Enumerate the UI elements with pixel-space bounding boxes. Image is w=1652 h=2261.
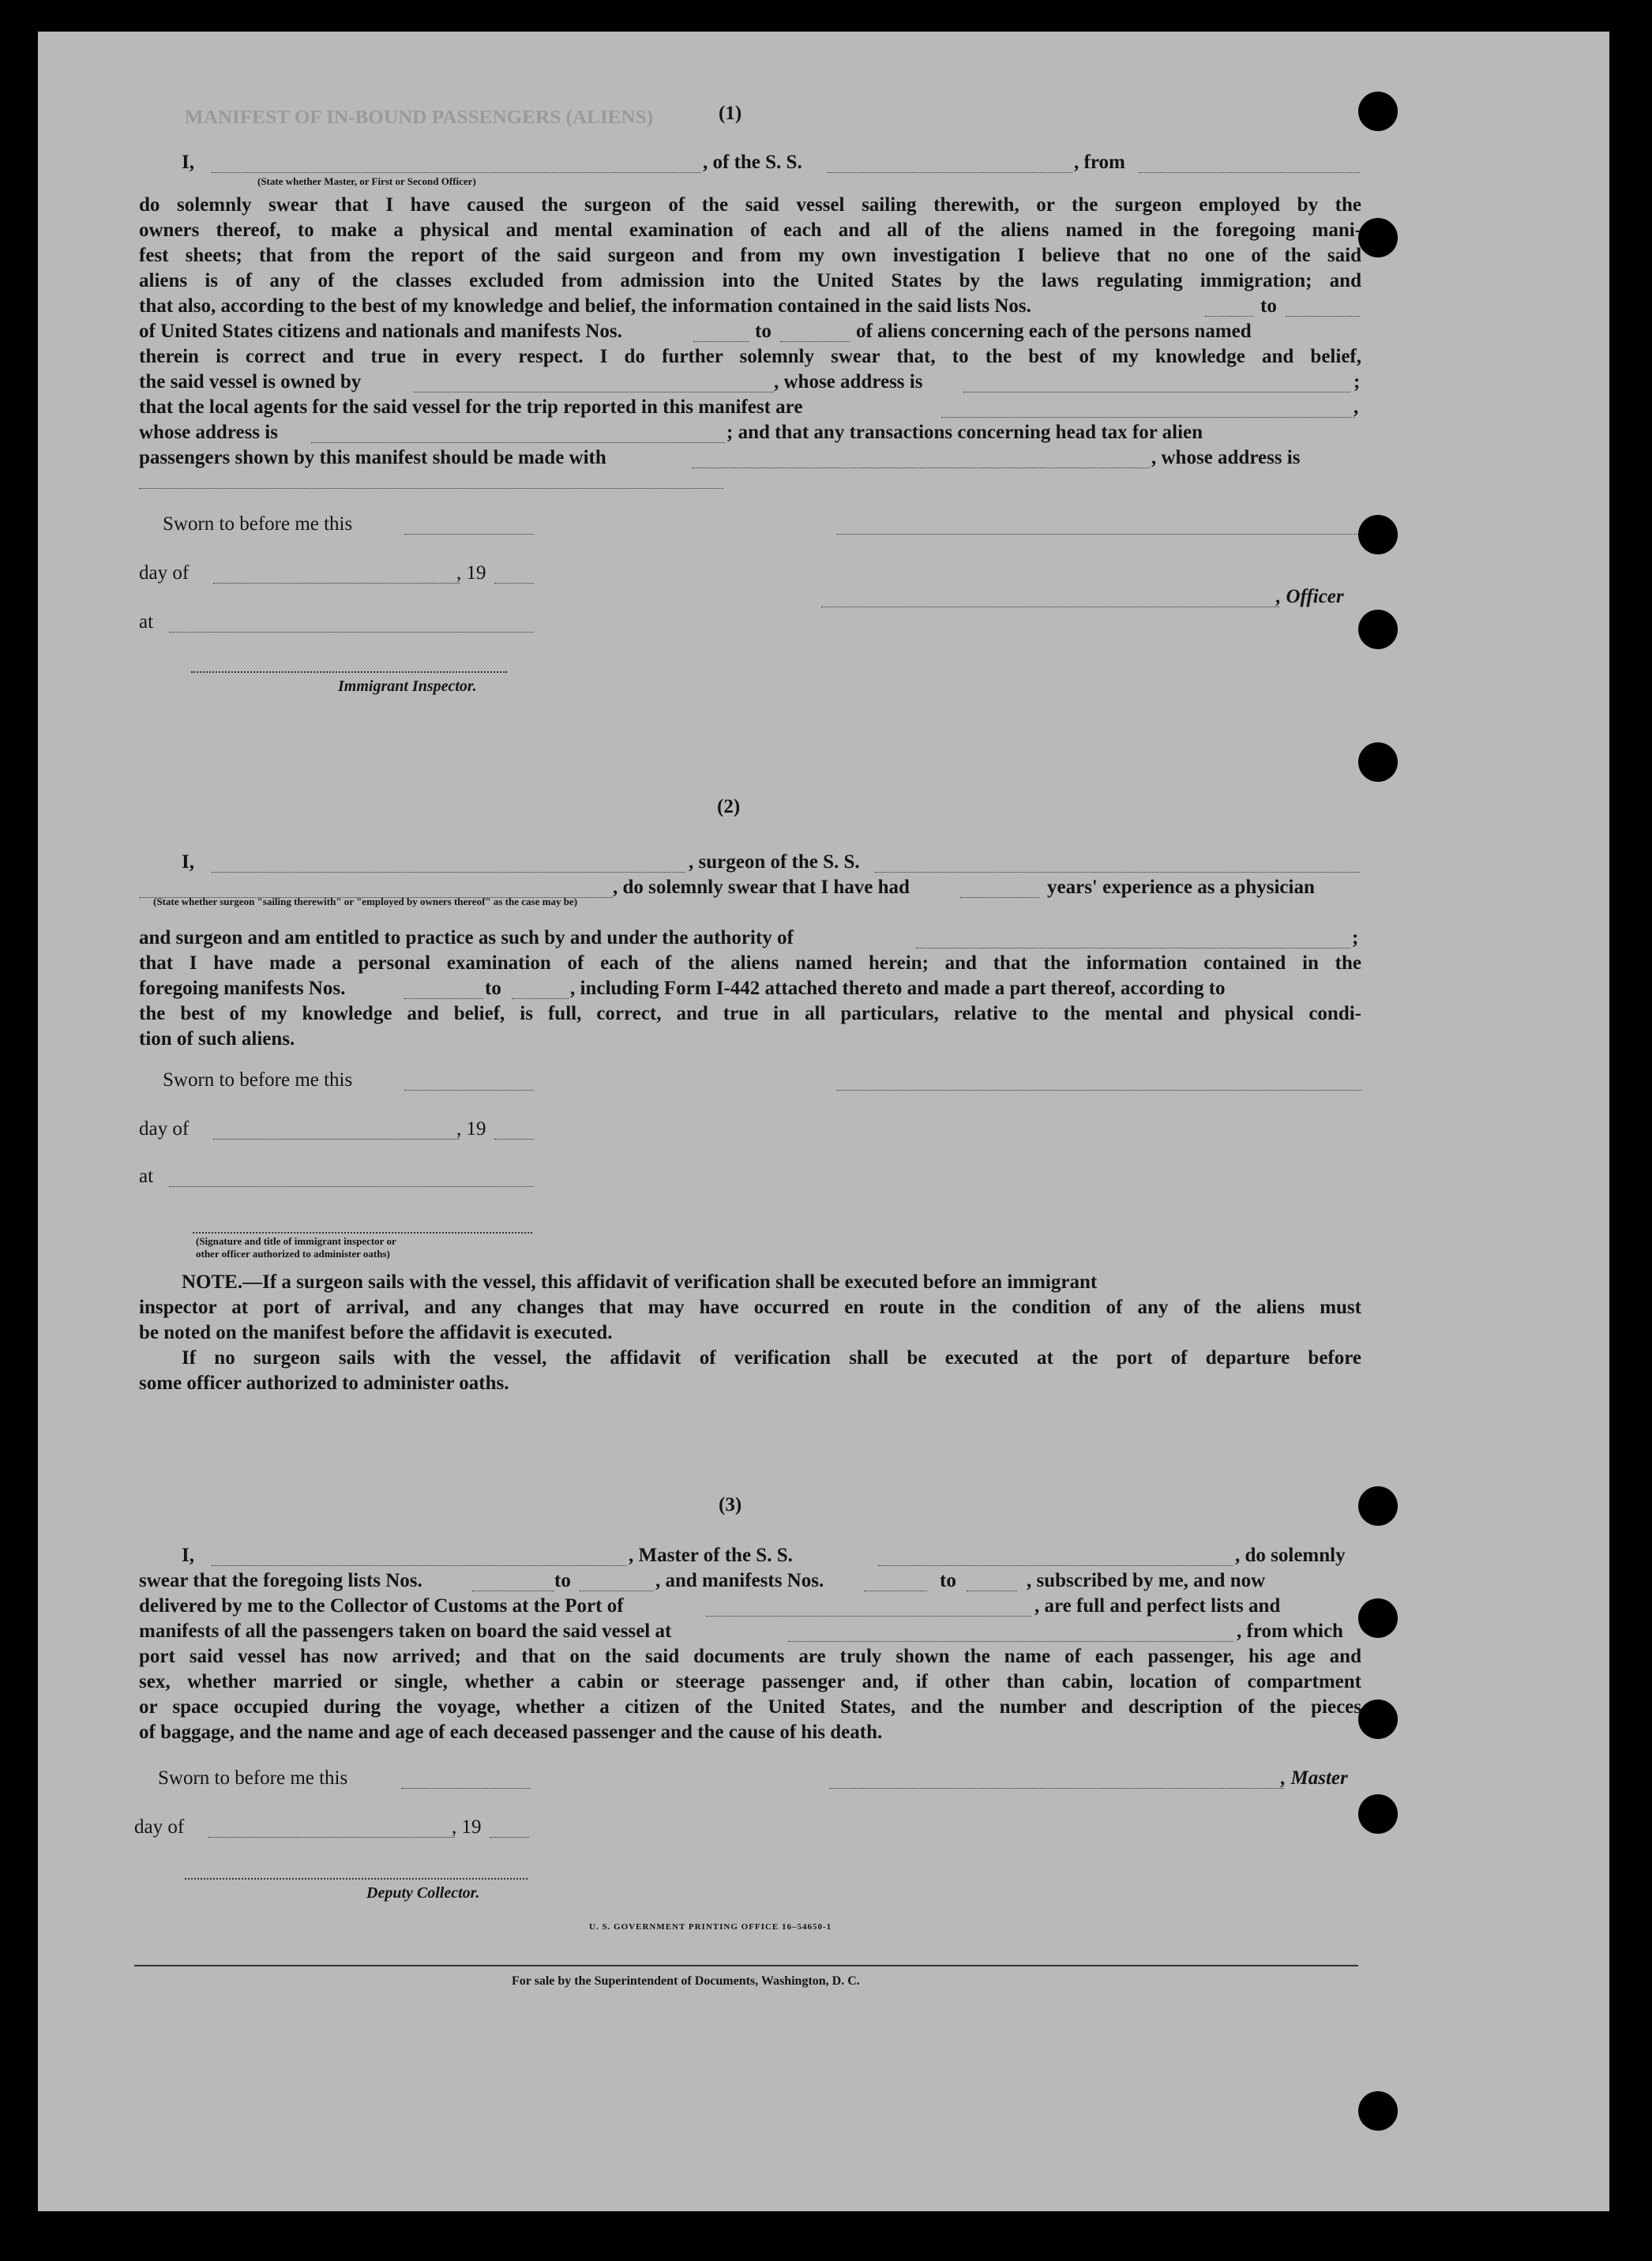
- printing-office-imprint: U. S. GOVERNMENT PRINTING OFFICE 16–54650-1: [589, 1922, 832, 1932]
- s3-subscribed: , subscribed by me, and now: [1027, 1570, 1266, 1591]
- s3-manifests-to-field[interactable]: [967, 1576, 1017, 1591]
- s3-month-field[interactable]: [208, 1823, 455, 1838]
- s3-master-of: , Master of the S. S.: [629, 1545, 793, 1566]
- s3-master-signature-field[interactable]: [829, 1774, 1284, 1789]
- bleed-through-title: MANIFEST OF IN-BOUND PASSENGERS (ALIENS): [184, 107, 654, 128]
- s3-port-field[interactable]: [706, 1602, 1031, 1617]
- s1-day-of-label: day of: [139, 562, 190, 584]
- s2-sig-note: (Signature and title of immigrant inspector or: [196, 1235, 396, 1247]
- punch-hole-icon: [1358, 218, 1398, 257]
- s1-officer-signature-field[interactable]: [837, 520, 1361, 535]
- s3-and-manifests: , and manifests Nos.: [655, 1570, 824, 1591]
- s1-at-label: at: [139, 611, 154, 633]
- s3-to-label: to: [940, 1570, 956, 1591]
- s1-lists-from-field[interactable]: [1205, 302, 1254, 317]
- s3-ship-field[interactable]: [878, 1551, 1233, 1566]
- s2-year-field[interactable]: [494, 1125, 534, 1140]
- s2-sworn-label: Sworn to before me this: [163, 1069, 353, 1091]
- s2-note-label: NOTE.: [182, 1271, 243, 1293]
- footer-rule: [134, 1965, 1358, 1966]
- s1-officer-line-field[interactable]: [821, 592, 1279, 607]
- section-1-number: (1): [719, 103, 742, 124]
- s1-officer-note: (State whether Master, or First or Second Officer): [257, 175, 476, 187]
- s2-surgeon-signature-field[interactable]: [837, 1076, 1361, 1091]
- manifest-page: MANIFEST OF IN-BOUND PASSENGERS (ALIENS) (1) I, , of the S. S. , from (State whether Master, or First or Second Officer) do solemnly swear that I have caused the surgeon of the said vessel sailing therewith, or the surgeon employed by the owners thereof, to make a physical and mental examination of each and all of the aliens named in the foregoing mani- fest sheets; that from the report of the said surgeon and from my own investigation I believe that no one of the said aliens is of any of the classes excluded from admission into the United States by the laws regulating immigration; and that also, according to the best of my knowledge and belief, the information contained in the said lists Nos. to of United States citizens and nationals and manifests Nos. to of aliens concerning each of the persons named therein is correct and true in every respect. I do further solemnly swear that, to the best of my knowledge and belief, the said vessel is owned by , whose address is ; that the local agents for the said vessel for the trip reported in this manifest are , whose address is ; and that any transactions concerning head tax for alien passengers shown by this manifest should be made with , whose address is Sworn to before me this day of , 19 , Officer at Immigrant Inspector. (2) I, , surgeon of the S. S. , do solemnly swear that I have had years' experience as a physician (State whether surgeon "sailing therewith" or "employed by owners thereof" as the case may be) and surgeon and am entitled to practice as such by and under the authority of ; that I have made a personal examination of each of the aliens named herein; and that the information contained in the foregoing manifests Nos. to , including Form I-442 attached thereto and made a part thereof, according to the best of my knowledge and belief, is full, correct, and true in all particulars, relative to the mental and physical condi- tion of such aliens. Sworn to before me this day of , 19 at (Signature and title of immigrant inspector or other officer authorized to administer oaths) NOTE.—If a surgeon sails with the vessel, this affidavit of verification shall be executed before an immigrant inspector at port of arrival, and any changes that may have occurred en route in the condition of any of the aliens must be noted on the manifest before the affidavit is executed. If no surgeon sails with the vessel, the affidavit of verification shall be executed at the port of departure before some officer authorized to administer oaths. (3) I, , Master of the S. S. , do solemnly swear that the foregoing lists Nos. to , and manifests Nos. to , subscribed by me, and now delivered by me to the Collector of Customs at the Port of , are full and perfect lists and manifests of all the passengers taken on board the said vessel at , from which port said vessel has now arrived; and that on the said documents are truly shown the name of each passenger, his age and sex, whether married or single, whether a cabin or steerage passenger and, if other than cabin, location of compartment or space occupied during the voyage, whether a citizen of the United States, and the number and description of the pieces of baggage, and the name and age of each deceased passenger and the cause of his death. Sworn to before me this , Master day of , 19 Deputy Collector. U. S. GOVERNMENT PRINTING OFFICE 16–54650-1 For sale by the Superintendent of Documents, Washington, D. C.: [38, 32, 1609, 2211]
- s2-surgeon-name-field[interactable]: [212, 858, 685, 873]
- s2-years-field[interactable]: [960, 883, 1039, 898]
- punch-hole-icon: [1358, 1794, 1398, 1834]
- s1-body-line: the said vessel is owned by: [139, 371, 362, 392]
- s1-year-field[interactable]: [494, 569, 534, 584]
- s2-form-text: , including Form I-442 attached thereto and made a part thereof, according to: [570, 978, 1226, 999]
- s1-body-line: that the local agents for the said vessel for the trip reported in this manifest are: [139, 396, 803, 418]
- s1-body-line: aliens is of any of the classes excluded from admission into the United States by the laws regulating immigration; and: [139, 270, 1361, 291]
- s2-manifests-to-field[interactable]: [512, 984, 569, 999]
- s3-body-line: or space occupied during the voyage, whether a citizen of the United States, and the number and description of the pieces: [139, 1696, 1361, 1718]
- s3-body-line: sex, whether married or single, whether a cabin or steerage passenger and, if other than cabin, location of compartment: [139, 1671, 1361, 1692]
- s3-deputy-signature-line: [185, 1878, 528, 1880]
- s1-owner-address-field[interactable]: [963, 377, 1350, 392]
- punch-hole-icon: [1358, 742, 1398, 782]
- s3-boarding-port-field[interactable]: [788, 1627, 1233, 1642]
- s3-master-label: , Master: [1281, 1767, 1348, 1789]
- s3-line4: manifests of all the passengers taken on board the said vessel at: [139, 1621, 672, 1642]
- s2-body-line: tion of such aliens.: [139, 1028, 295, 1050]
- s1-whose-address: , whose address is: [774, 371, 923, 392]
- s1-sworn-label: Sworn to before me this: [163, 513, 353, 535]
- s3-year-label: , 19: [452, 1816, 482, 1838]
- s1-whose-address-is: , whose address is: [1151, 447, 1301, 468]
- punch-hole-icon: [1358, 515, 1398, 554]
- s3-master-name-field[interactable]: [212, 1551, 627, 1566]
- s1-from-port-field[interactable]: [1139, 158, 1360, 173]
- s2-note2-line: some officer authorized to administer oaths.: [139, 1373, 509, 1394]
- s1-head-tax-contact-field[interactable]: [692, 453, 1150, 468]
- s1-manifests-from-field[interactable]: [693, 327, 749, 342]
- s1-agents-address-field[interactable]: [311, 428, 725, 443]
- s2-note2-line: If no surgeon sails with the vessel, the affidavit of verification shall be executed at the port of departure before: [182, 1347, 1361, 1369]
- s2-sig-note: other officer authorized to administer oaths): [196, 1248, 390, 1260]
- s2-surgeon-note: (State whether surgeon "sailing therewith" or "employed by owners thereof" as the case may be): [153, 896, 578, 907]
- punch-hole-icon: [1358, 2091, 1398, 2131]
- s2-signature-line: [193, 1232, 532, 1234]
- s3-year-field[interactable]: [490, 1823, 529, 1838]
- s2-at-label: at: [139, 1166, 154, 1187]
- s1-body-line: fest sheets; that from the report of the said surgeon and from my own investigation I believe that no one of the said: [139, 245, 1361, 266]
- s1-month-field[interactable]: [213, 569, 460, 584]
- s2-sworn-date-field[interactable]: [404, 1076, 534, 1091]
- s2-manifests-from-field[interactable]: [404, 984, 483, 999]
- s2-month-field[interactable]: [213, 1125, 460, 1140]
- s1-body-line: whose address is: [139, 422, 278, 443]
- s2-authority-field[interactable]: [916, 933, 1350, 948]
- s1-body-line: do solemnly swear that I have caused the surgeon of the said vessel sailing therewith, or the surgeon employed by the: [139, 194, 1361, 216]
- s1-head-tax: ; and that any transactions concerning head tax for alien: [727, 422, 1203, 443]
- s1-inspector-signature-line: [191, 671, 507, 673]
- for-sale-notice: For sale by the Superintendent of Documents, Washington, D. C.: [512, 1974, 860, 1988]
- s1-ship-label: , of the S. S.: [703, 152, 802, 173]
- punch-hole-icon: [1358, 610, 1398, 649]
- s1-year-label: , 19: [456, 562, 486, 584]
- s3-do-solemnly: , do solemnly: [1235, 1545, 1346, 1566]
- s1-body-line: passengers shown by this manifest should be made with: [139, 447, 606, 468]
- s2-year-label: , 19: [456, 1118, 486, 1140]
- s3-full-perfect: , are full and perfect lists and: [1034, 1595, 1281, 1617]
- s2-to-label: to: [485, 978, 501, 999]
- s1-body-line: that also, according to the best of my knowledge and belief, the information contained in the said lists Nos.: [139, 295, 1031, 317]
- s1-aliens-named: of aliens concerning each of the persons named: [856, 321, 1252, 342]
- s1-body-line: therein is correct and true in every respect. I do further solemnly swear that, to the best of my knowledge and belief,: [139, 346, 1361, 367]
- s3-manifests-from-field[interactable]: [864, 1576, 927, 1591]
- s2-day-of-label: day of: [139, 1118, 190, 1140]
- s3-to-label: to: [554, 1570, 571, 1591]
- s2-body-line: foregoing manifests Nos.: [139, 978, 346, 999]
- section-2-number: (2): [717, 796, 741, 817]
- s3-i-label: I,: [182, 1545, 194, 1566]
- s1-to-label: to: [1260, 295, 1277, 317]
- s1-i-label: I,: [182, 152, 194, 173]
- s3-deputy-label: Deputy Collector.: [366, 1884, 480, 1902]
- s2-years-label: years' experience as a physician: [1047, 877, 1315, 898]
- punch-hole-icon: [1358, 1700, 1398, 1739]
- s1-body-line: owners thereof, to make a physical and mental examination of each and all of the aliens named in the foregoing mani-: [139, 220, 1361, 241]
- s3-day-of-label: day of: [134, 1816, 185, 1838]
- s3-body-line: port said vessel has now arrived; and that on the said documents are truly shown the name of each passenger, his age and: [139, 1646, 1361, 1667]
- punch-hole-icon: [1358, 1486, 1398, 1526]
- s2-swear: , do solemnly swear that I have had: [613, 877, 910, 898]
- s1-contact-address-field[interactable]: [139, 474, 723, 489]
- s1-agents-field[interactable]: [941, 403, 1355, 418]
- s3-lists-from-field[interactable]: [472, 1576, 554, 1591]
- s1-manifests-to-field[interactable]: [780, 327, 850, 342]
- s3-lists-to-field[interactable]: [580, 1576, 654, 1591]
- section-3-number: (3): [719, 1494, 742, 1515]
- s2-body-line: that I have made a personal examination of each of the aliens named herein; and that the information contained in the: [139, 952, 1361, 974]
- s3-line3: delivered by me to the Collector of Customs at the Port of: [139, 1595, 624, 1617]
- s1-ship-name-field[interactable]: [828, 158, 1072, 173]
- s1-sworn-date-field[interactable]: [404, 520, 534, 535]
- s1-officer-name-field[interactable]: [212, 158, 701, 173]
- s2-note-line: be noted on the manifest before the affidavit is executed.: [139, 1322, 613, 1343]
- s2-ship-field[interactable]: [875, 858, 1360, 873]
- s2-note-line: inspector at port of arrival, and any changes that may have occurred en route in the condition of any of the aliens must: [139, 1297, 1361, 1318]
- s1-owner-field[interactable]: [414, 377, 774, 392]
- s2-surgeon-of: , surgeon of the S. S.: [689, 851, 860, 873]
- s3-sworn-date-field[interactable]: [401, 1774, 531, 1789]
- s2-body-line: the best of my knowledge and belief, is full, correct, and true in all particulars, relative to the mental and physical condi-: [139, 1003, 1361, 1024]
- punch-hole-icon: [1358, 92, 1398, 131]
- s1-at-place-field[interactable]: [169, 618, 534, 633]
- s2-at-place-field[interactable]: [169, 1172, 534, 1187]
- s1-lists-to-field[interactable]: [1286, 302, 1360, 317]
- s1-inspector-label: Immigrant Inspector.: [338, 678, 477, 695]
- s1-from-label: , from: [1074, 152, 1125, 173]
- s2-body-line: and surgeon and am entitled to practice as such by and under the authority of: [139, 927, 794, 948]
- s1-officer-label: , Officer: [1276, 586, 1344, 607]
- s2-note-line: —If a surgeon sails with the vessel, this affidavit of verification shall be executed before an immigrant: [242, 1271, 1098, 1293]
- s3-from-which: , from which: [1237, 1621, 1343, 1642]
- s3-body-line: of baggage, and the name and age of each deceased passenger and the cause of his death.: [139, 1722, 883, 1743]
- s2-i-label: I,: [182, 851, 194, 873]
- s3-sworn-label: Sworn to before me this: [158, 1767, 348, 1789]
- s3-line2: swear that the foregoing lists Nos.: [139, 1570, 422, 1591]
- s1-body-line: of United States citizens and nationals and manifests Nos.: [139, 321, 622, 342]
- punch-hole-icon: [1358, 1598, 1398, 1638]
- s1-to-label: to: [755, 321, 772, 342]
